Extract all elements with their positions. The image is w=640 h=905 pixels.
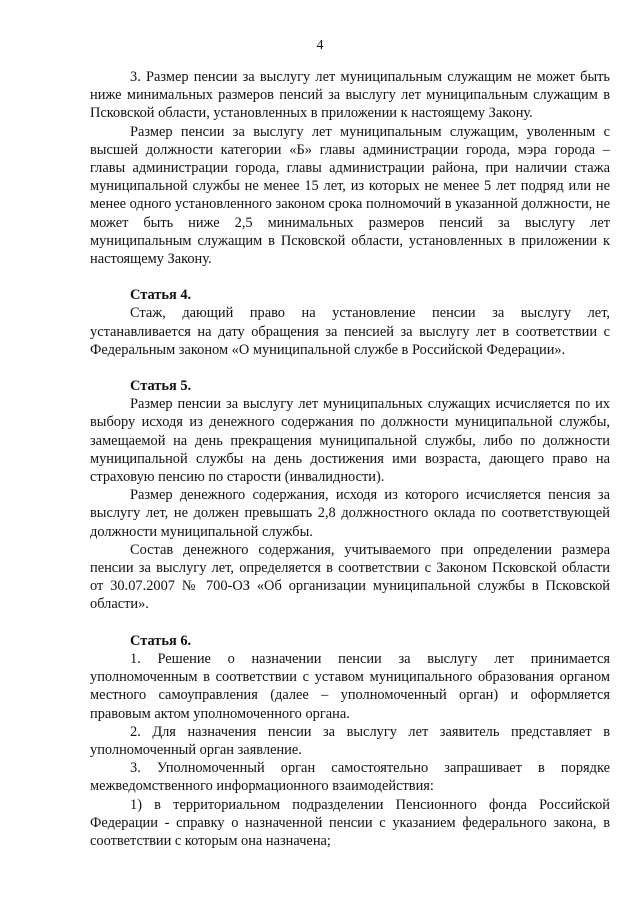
paragraph-art3-item3: 3. Размер пенсии за выслугу лет муниципальным служащим не может быть ниже минимальных размеров пенсий за выслугу лет муниципальным служащим в Псковской области, установленных в приложении к настоящему Закону. [90,69,610,122]
heading-article-4: Статья 4. [130,287,192,304]
paragraph-art5-1: Размер пенсии за выслугу лет муниципальных служащих исчисляется по их выбору исходя из денежного содержания по должности муниципальной службы, замещаемой на день прекращения муниципальной службы, либо по должности муниципальной службы на день достижения ими возраста, дающего право на страховую пенсию по старости (инвалидности). [90,396,610,486]
paragraph-art6-item1: 1. Решение о назначении пенсии за выслугу лет принимается уполномоченным в соответствии с уставом муниципального образования органом местного самоуправления (далее – уполномоченный орган) и оформляется правовым актом уполномоченного органа. [90,650,610,722]
heading-article-6: Статья 6. [130,632,192,649]
paragraph-art5-3: Состав денежного содержания, учитываемого при определении размера пенсии за выслугу лет, определяется в соответствии с Законом Псковской области от 30.07.2007 № 700-ОЗ «Об организации муниципальной службы в Псковской области». [90,541,610,613]
page-number: 4 [316,38,324,53]
heading-article-5: Статья 5. [130,378,192,395]
paragraph-art6-item2: 2. Для назначения пенсии за выслугу лет заявитель представляет в уполномоченный орган заявление. [90,723,610,758]
paragraph-art3-head-of-admin: Размер пенсии за выслугу лет муниципальным служащим, уволенным с высшей должности категории «Б» главы администрации города, мэра города – главы администрации города, главы администрации района, при наличии стажа муниципальной службы не менее 15 лет, из которых не менее 5 лет подряд или не менее одного установленного законом срока полномочий в указанной должности, не может быть ниже 2,5 минимальных размеров пенсий за выслугу лет муниципальным служащим в Псковской области, установленных в приложении к настоящему Закону. [90,123,610,268]
paragraph-art4: Стаж, дающий право на установление пенсии за выслугу лет, устанавливается на дату обращения за пенсией за выслугу лет в соответствии с Федеральным законом «О муниципальной службе в Российской Федерации». [90,305,610,358]
paragraph-art5-2: Размер денежного содержания, исходя из которого исчисляется пенсия за выслугу лет, не должен превышать 2,8 должностного оклада по соответствующей должности муниципальной службы. [90,487,610,540]
document-body [90,68,610,850]
paragraph-art6-item3: 3. Уполномоченный орган самостоятельно запрашивает в порядке межведомственного информационного взаимодействия: [90,760,610,795]
paragraph-art6-item3-sub1: 1) в территориальном подразделении Пенсионного фонда Российской Федерации - справку о назначенной пенсии с указанием федерального закона, в соответствии с которым она назначена; [90,796,610,849]
